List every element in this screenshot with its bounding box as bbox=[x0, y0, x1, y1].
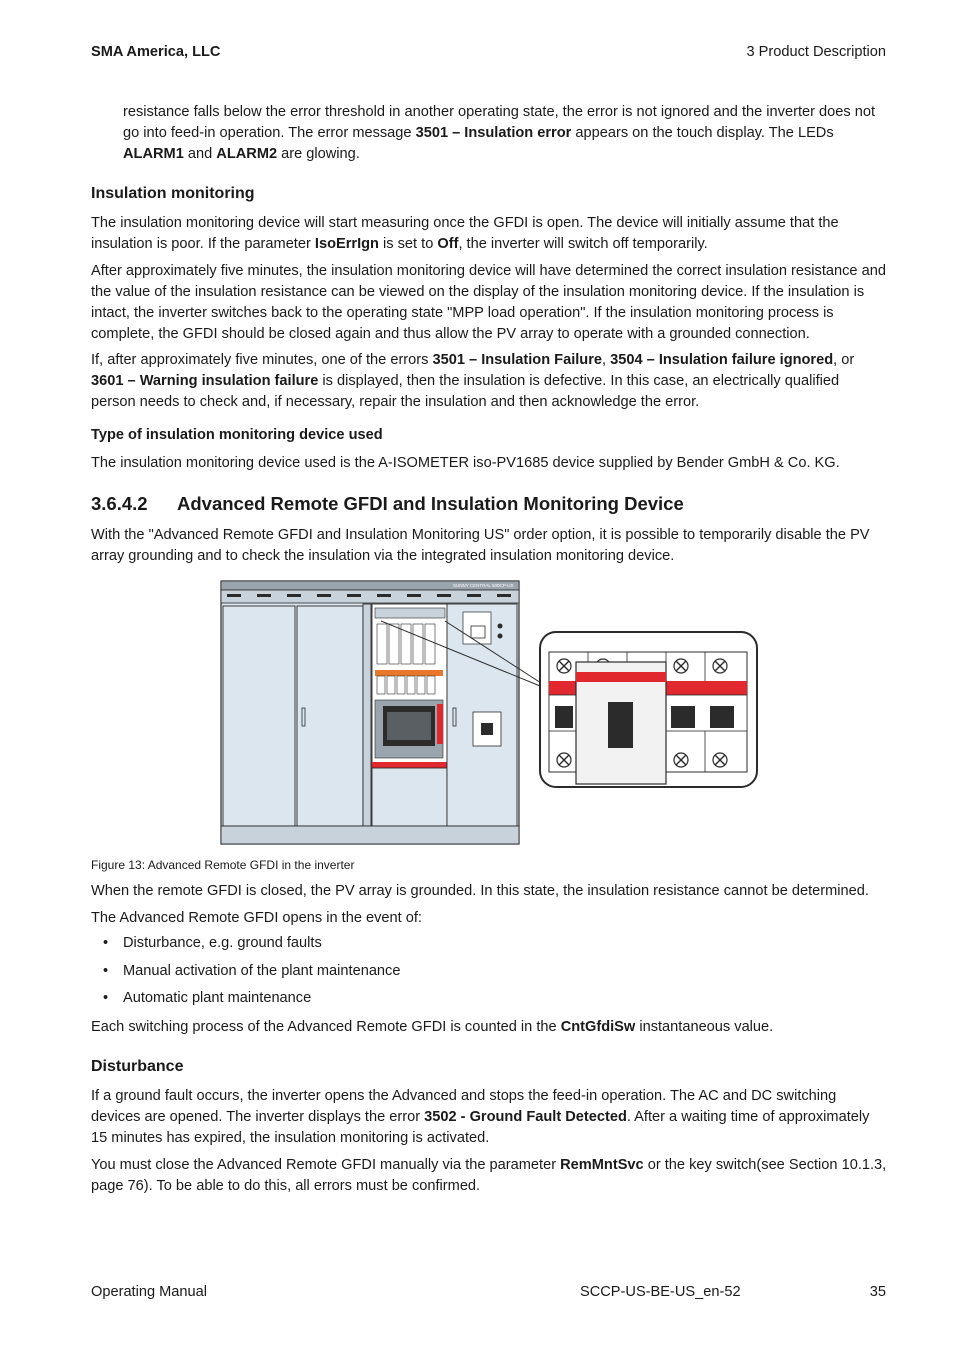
heading-device-type: Type of insulation monitoring device used bbox=[91, 427, 383, 443]
footer-doc-id: SCCP-US-BE-US_en-52 bbox=[580, 1284, 741, 1300]
list-item: Disturbance, e.g. ground faults bbox=[123, 935, 322, 951]
insulation-paragraph-2: After approximately five minutes, the insulation monitoring device will have determined the correct insulation resistance and the value of the insulation resistance can be viewed on the display of the insulation monitoring device. If the insulation is intact, the inverter switches back to the operating state "MPP load operation". If the insulation monitoring process is complete, the GFDI should be closed again and thus allow the PV array to operate with a grounded connection. bbox=[91, 263, 886, 342]
insulation-paragraph-1: The insulation monitoring device will start measuring once the GFDI is open. The device will initially assume that the insulation is poor. If the parameter IsoErrIgn is set to Off, the inverter will switch off temporarily. bbox=[91, 215, 839, 252]
list-item: Manual activation of the plant maintenance bbox=[123, 963, 401, 979]
heading-disturbance: Disturbance bbox=[91, 1058, 184, 1075]
intro-paragraph: resistance falls below the error threshold in another operating state, the error is not ignored and the inverter does not go into feed-in operation. The error message 3501 – Insulation error appears on the touch display. The LEDs ALARM1 and ALARM2 are glowing. bbox=[123, 104, 876, 162]
list-item: Automatic plant maintenance bbox=[123, 990, 312, 1006]
heading-insulation-monitoring: Insulation monitoring bbox=[91, 185, 255, 202]
section-number: 3.6.4.2 bbox=[91, 493, 148, 514]
body-paragraph-1: When the remote GFDI is closed, the PV array is grounded. In this state, the insulation resistance cannot be determined. bbox=[91, 883, 869, 899]
figure-caption: Figure 13: Advanced Remote GFDI in the inverter bbox=[91, 858, 355, 872]
section-title: Advanced Remote GFDI and Insulation Monitoring Device bbox=[177, 493, 684, 514]
disturbance-paragraph-2: You must close the Advanced Remote GFDI manually via the parameter RemMntSvc or the key switch(see Section 10.1.3, page 76). To be able to do this, all errors must be confirmed. bbox=[91, 1157, 887, 1194]
figure-inverter-gfdi bbox=[215, 576, 765, 848]
section-intro: With the "Advanced Remote GFDI and Insulation Monitoring US" order option, it is possible to temporarily disable the PV array grounding and to check the insulation via the integrated insulation monitoring device. bbox=[91, 527, 870, 564]
bullet-mark: • bbox=[103, 990, 109, 1006]
body-paragraph-2: The Advanced Remote GFDI opens in the event of: bbox=[91, 910, 422, 926]
header-company: SMA America, LLC bbox=[91, 44, 221, 60]
gfdi-detail-callout bbox=[540, 632, 757, 787]
inverter-cabinet bbox=[221, 581, 519, 844]
body-paragraph-3: Each switching process of the Advanced Remote GFDI is counted in the CntGfdiSw instantaneous value. bbox=[91, 1019, 774, 1035]
bullet-mark: • bbox=[103, 963, 109, 979]
insulation-paragraph-3: If, after approximately five minutes, one of the errors 3501 – Insulation Failure, 3504 – Insulation failure ignored, or 3601 – Warning insulation failure is displayed, then the insulation is defective. In this case, an electrically qualified person needs to check and, if necessary, repair the insulation and then acknowledge the error. bbox=[91, 352, 855, 410]
header-chapter: 3 Product Description bbox=[746, 44, 886, 60]
bullet-mark: • bbox=[103, 935, 109, 951]
disturbance-paragraph-1: If a ground fault occurs, the inverter opens the Advanced and stops the feed-in operation. The AC and DC switching devices are opened. The inverter displays the error 3502 - Ground Fault Detected. After a waiting time of approximately 15 minutes has expired, the insulation monitoring is activated. bbox=[91, 1088, 870, 1146]
footer-manual: Operating Manual bbox=[91, 1284, 208, 1300]
device-type-paragraph: The insulation monitoring device used is the A-ISOMETER iso-PV1685 device supplied by Bender GmbH & Co. KG. bbox=[91, 455, 840, 471]
page-number: 35 bbox=[869, 1284, 886, 1300]
cabinet-label: SUNNY CENTRAL 500CP-US bbox=[453, 583, 514, 588]
